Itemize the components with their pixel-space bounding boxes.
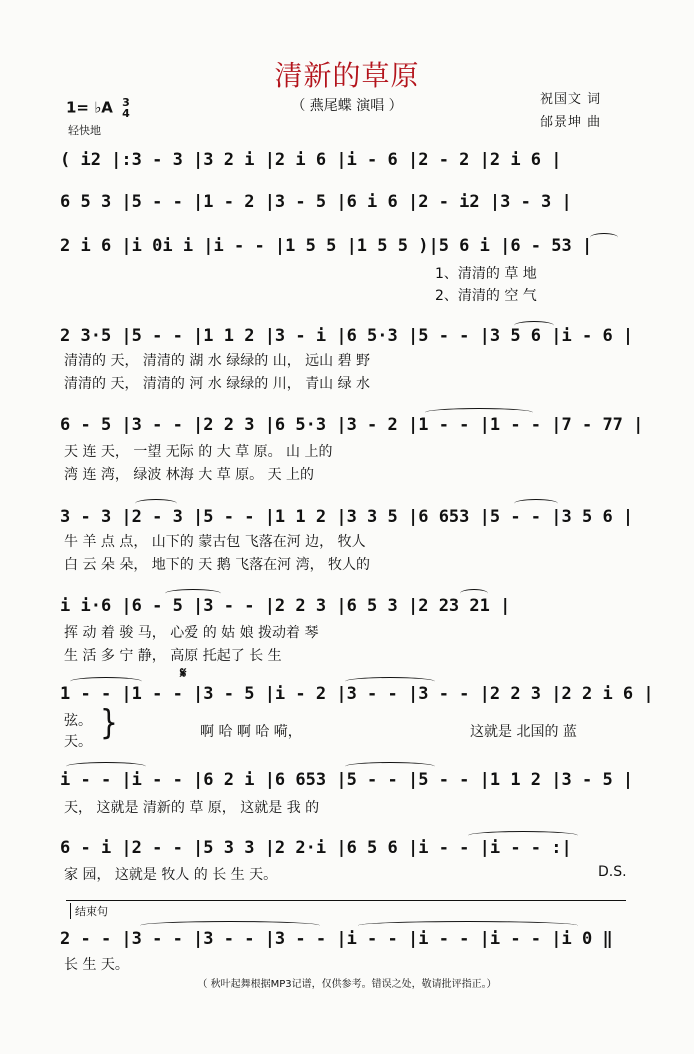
lyric-row-8-verse-1: 弦。 (64, 713, 92, 729)
slur-arc (165, 589, 221, 598)
slur-arc (514, 499, 558, 508)
time-signature (122, 97, 130, 119)
lyric-row-4-verse-1: 清清的 天， 清清的 湖 水 绿绿的 山， 远山 碧 野 (64, 353, 371, 369)
slur-arc (590, 233, 618, 242)
notation-row-10: 6 - i |2 - - |5 3 3 |2 2·i |6 5 6 |i - - |i - - :| (60, 838, 572, 858)
tie-arc (70, 677, 142, 686)
lyric-row-3-verse-1: 1、清清的 草 地 (435, 266, 537, 282)
lyricist-credit: 祝国文 词 (540, 92, 602, 107)
ending-label: 结束句 (70, 903, 108, 919)
notation-row-8: 1 - - |1 - - |3 - 5 |i - 2 |3 - - |3 - - |2 2 3 |2 2 i 6 | (60, 684, 654, 704)
ds-marking: D.S. (598, 864, 627, 880)
lyric-row-8-refrain-2: 这就是 北国的 蓝 (470, 724, 577, 740)
ending-bracket (66, 900, 626, 901)
composer-credit: 邰景坤 曲 (540, 115, 602, 130)
notation-row-ending: 2 - - |3 - - |3 - - |3 - - |i - - |i - - |i - - |i 0 ‖ (60, 929, 613, 949)
notation-row-2: 6 5 3 |5 - - |1 - 2 |3 - 5 |6 i 6 |2 - i2 |3 - 3 | (60, 192, 572, 212)
tie-arc (140, 921, 320, 930)
lyric-row-7-verse-1: 挥 动 着 骏 马， 心爱 的 姑 娘 拨动着 琴 (64, 625, 319, 641)
notation-row-5: 6 - 5 |3 - - |2 2 3 |6 5·3 |3 - 2 |1 - - |1 - - |7 - 77 | (60, 415, 644, 435)
notation-row-7: i i·6 |6 - 5 |3 - - |2 2 3 |6 5 3 |2 23 21 | (60, 596, 511, 616)
tie-arc (425, 408, 533, 417)
lyric-row-10: 家 园， 这就是 牧人 的 长 生 天。 (64, 867, 278, 883)
notation-row-3: 2 i 6 |i 0i i |i - - |1 5 5 |1 5 5 )|5 6 i |6 - 53 | (60, 236, 593, 256)
segno-sign: 𝄋 (180, 664, 187, 682)
notation-row-6: 3 - 3 |2 - 3 |5 - - |1 1 2 |3 3 5 |6 653 |5 - - |3 5 6 | (60, 507, 634, 527)
slur-arc (460, 589, 488, 598)
notation-row-1: ( i2 |:3 - 3 |3 2 i |2 i 6 |i - 6 |2 - 2 |2 i 6 | (60, 150, 562, 170)
time-signature-top: 3 (122, 96, 130, 109)
song-title: 清新的草原 (274, 59, 420, 92)
lyric-row-7-verse-2: 生 活 多 宁 静， 高原 托起了 长 生 (64, 648, 282, 664)
transcription-footnote: （ 秋叶起舞根据MP3记谱，仅供参考。错误之处，敬请批评指正。） (197, 979, 497, 990)
tempo-marking: 轻快地 (68, 124, 101, 137)
lyric-row-8-refrain: 啊 哈 啊 哈 嗬， (200, 724, 302, 740)
notation-row-4: 2 3·5 |5 - - |1 1 2 |3 - i |6 5·3 |5 - - |3 5 6 |i - 6 | (60, 326, 634, 346)
lyric-row-5-verse-2: 湾 连 湾， 绿波 林海 大 草 原。 天 上的 (64, 467, 315, 483)
lyric-row-5-verse-1: 天 连 天， 一望 无际 的 大 草 原。 山 上的 (64, 444, 333, 460)
slur-arc (135, 499, 177, 508)
tie-arc (468, 831, 578, 840)
key-signature-text: 1= ♭A (66, 98, 113, 117)
notation-row-9: i - - |i - - |6 2 i |6 653 |5 - - |5 - - |1 1 2 |3 - 5 | (60, 770, 634, 790)
tie-arc (358, 921, 578, 930)
time-signature-bottom: 4 (122, 107, 130, 120)
slur-arc (514, 321, 554, 330)
key-signature (66, 97, 130, 119)
tie-arc (345, 762, 435, 771)
lyric-row-6-verse-1: 牛 羊 点 点， 山下的 蒙古包 飞落在河 边， 牧人 (64, 534, 366, 550)
lyric-row-8-verse-2: 天。 (64, 734, 92, 750)
tie-arc (345, 677, 435, 686)
tie-arc (66, 762, 146, 771)
singer-line: （ 燕尾蝶 演唱 ） (291, 98, 403, 114)
lyric-row-6-verse-2: 白 云 朵 朵， 地下的 天 鹅 飞落在河 湾， 牧人的 (64, 557, 371, 573)
verse-brace: } (100, 702, 118, 743)
lyric-row-ending: 长 生 天。 (64, 957, 129, 973)
lyric-row-3-verse-2: 2、清清的 空 气 (435, 288, 537, 304)
credits (540, 88, 601, 134)
lyric-row-9: 天， 这就是 清新的 草 原， 这就是 我 的 (64, 800, 320, 816)
lyric-row-4-verse-2: 清清的 天， 清清的 河 水 绿绿的 川， 青山 绿 水 (64, 376, 371, 392)
